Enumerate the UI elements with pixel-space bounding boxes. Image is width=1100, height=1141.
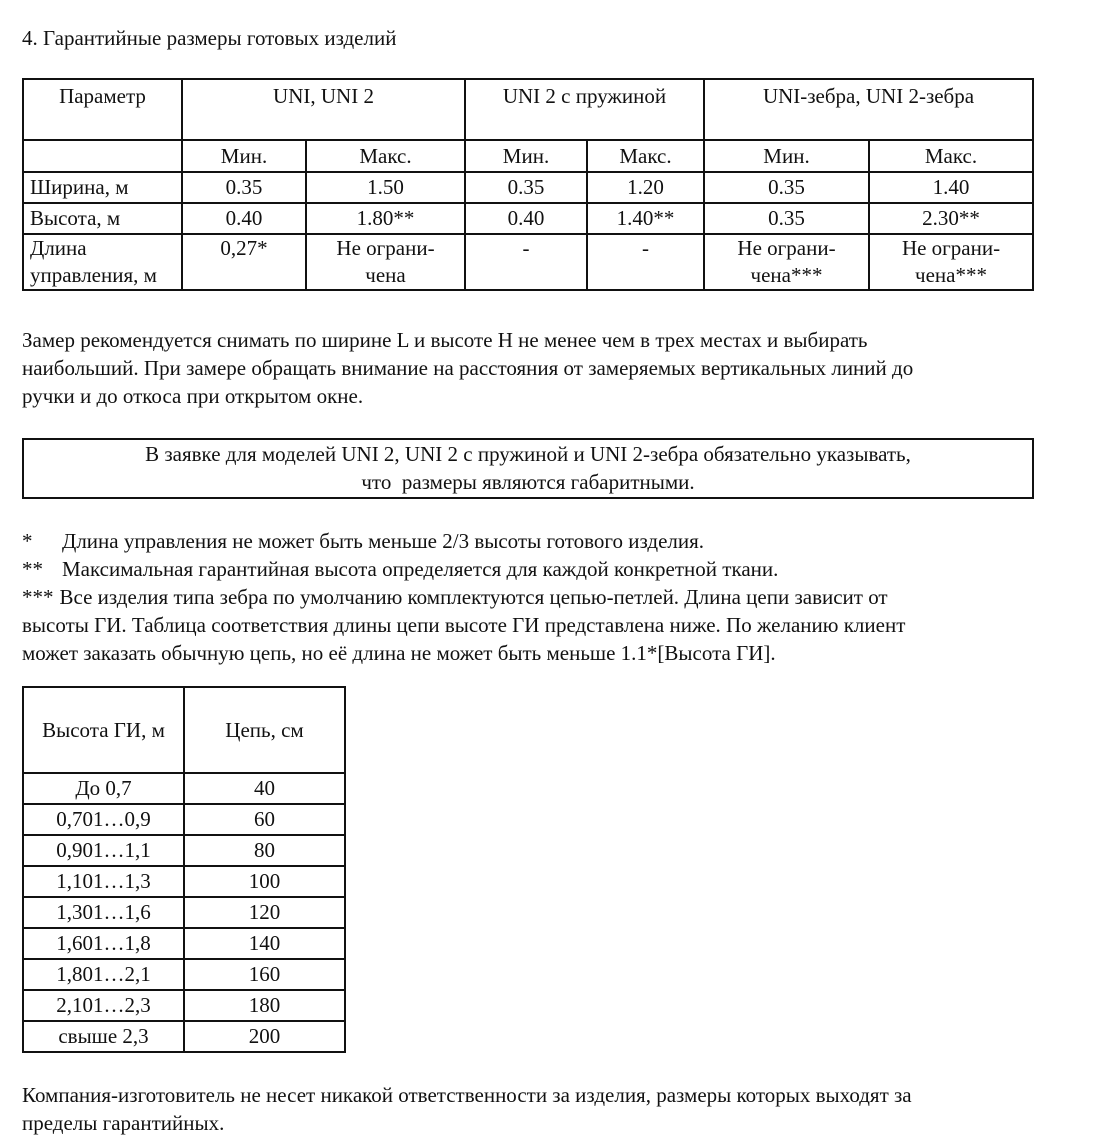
cell-line: Не ограни- <box>336 236 435 260</box>
footnote-continuation: может заказать обычную цепь, но её длина не может быть меньше 1.1*[Высота ГИ]. <box>22 641 776 665</box>
cell-line: - <box>522 236 530 260</box>
table-cell: 1.20 <box>587 172 704 203</box>
min-header: Мин. <box>704 140 869 172</box>
table-row <box>23 990 345 1021</box>
min-header: Мин. <box>182 140 306 172</box>
measure-paragraph <box>22 326 1034 410</box>
chain-cell: 160 <box>184 959 345 990</box>
notice-line: что размеры являются габаритными. <box>361 470 695 494</box>
table-row <box>23 835 345 866</box>
height-cell: 1,601…1,8 <box>23 928 184 959</box>
chain-cell: 40 <box>184 773 345 804</box>
cell-line: чена <box>365 263 406 287</box>
footnote-text: Длина управления не может быть меньше 2/3 высоты готового изделия. <box>62 529 705 553</box>
max-header: Макс. <box>869 140 1033 172</box>
footnotes <box>22 527 1034 667</box>
paragraph-line: пределы гарантийных. <box>22 1111 225 1135</box>
row-label <box>23 234 182 290</box>
height-cell: 0,701…0,9 <box>23 804 184 835</box>
table-row <box>23 1021 345 1052</box>
table-row <box>23 866 345 897</box>
footnote-mark: ** <box>22 557 43 581</box>
table-cell: 1.80** <box>306 203 465 234</box>
max-header: Макс. <box>587 140 704 172</box>
table-cell: 0.40 <box>182 203 306 234</box>
group-header-zebra: UNI-зебра, UNI 2-зебра <box>704 79 1033 140</box>
row-label: Ширина, м <box>23 172 182 203</box>
cell-line: чена*** <box>915 263 987 287</box>
height-cell: свыше 2,3 <box>23 1021 184 1052</box>
row-label-line: управления, м <box>30 263 157 287</box>
height-cell: До 0,7 <box>23 773 184 804</box>
paragraph-line: Замер рекомендуется снимать по ширине L и высоте H не менее чем в трех местах и выбирать <box>22 328 868 352</box>
height-cell: 0,901…1,1 <box>23 835 184 866</box>
footnote-text: Все изделия типа зебра по умолчанию комплектуются цепью-петлей. Длина цепи зависит от <box>59 585 888 609</box>
table-cell: 1.50 <box>306 172 465 203</box>
empty-cell <box>23 140 182 172</box>
table-row <box>23 203 1033 234</box>
section-title: 4. Гарантийные размеры готовых изделий <box>22 26 397 50</box>
height-cell: 1,801…2,1 <box>23 959 184 990</box>
table-header-row <box>23 687 345 773</box>
disclaimer-paragraph <box>22 1081 1034 1137</box>
row-label: Высота, м <box>23 203 182 234</box>
paragraph-line: наибольший. При замере обращать внимание на расстояния от замеряемых вертикальных линий до <box>22 356 914 380</box>
table-row <box>23 234 1033 290</box>
cell-line: чена*** <box>750 263 823 287</box>
footnote-mark: *** <box>22 585 54 609</box>
cell-line: 0,27* <box>220 236 268 260</box>
table-subheader-row <box>23 140 1033 172</box>
chain-cell: 120 <box>184 897 345 928</box>
footnote-continuation: высоты ГИ. Таблица соответствия длины цепи высоте ГИ представлена ниже. По желанию клиент <box>22 613 906 637</box>
table-row <box>23 928 345 959</box>
table-row <box>23 773 345 804</box>
table-cell: 1.40 <box>869 172 1033 203</box>
footnote-text: Максимальная гарантийная высота определяется для каждой конкретной ткани. <box>62 557 779 581</box>
table-row <box>23 804 345 835</box>
height-header: Высота ГИ, м <box>23 687 184 773</box>
table-row <box>23 897 345 928</box>
table-cell <box>465 234 587 290</box>
table-cell: 0.35 <box>465 172 587 203</box>
cell-line: - <box>642 236 649 260</box>
table-cell: 0.35 <box>182 172 306 203</box>
paragraph-line: Компания-изготовитель не несет никакой ответственности за изделия, размеры которых выходят за <box>22 1083 912 1107</box>
chain-cell: 100 <box>184 866 345 897</box>
table-cell: 1.40** <box>587 203 704 234</box>
footnote <box>22 583 1034 611</box>
height-cell: 1,301…1,6 <box>23 897 184 928</box>
chain-length-table <box>22 686 346 1053</box>
footnote <box>22 527 1034 555</box>
chain-header: Цепь, см <box>184 687 345 773</box>
table-cell <box>587 234 704 290</box>
notice-line: В заявке для моделей UNI 2, UNI 2 с пружиной и UNI 2-зебра обязательно указывать, <box>145 442 911 466</box>
chain-cell: 180 <box>184 990 345 1021</box>
group-header-uni2-spring: UNI 2 с пружиной <box>465 79 704 140</box>
table-cell: 0.35 <box>704 203 869 234</box>
table-cell: 0.40 <box>465 203 587 234</box>
table-cell <box>306 234 465 290</box>
chain-cell: 140 <box>184 928 345 959</box>
height-cell: 1,101…1,3 <box>23 866 184 897</box>
notice-box <box>22 438 1034 499</box>
max-header: Макс. <box>306 140 465 172</box>
cell-line: Не ограни- <box>737 236 836 260</box>
table-row <box>23 172 1033 203</box>
group-header-uni: UNI, UNI 2 <box>182 79 465 140</box>
cell-line: Не ограни- <box>901 236 1001 260</box>
table-cell: 0.35 <box>704 172 869 203</box>
chain-cell: 200 <box>184 1021 345 1052</box>
row-label-line: Длина <box>30 236 87 260</box>
table-cell <box>182 234 306 290</box>
param-header: Параметр <box>23 79 182 140</box>
chain-cell: 60 <box>184 804 345 835</box>
table-header-row <box>23 79 1033 140</box>
table-cell <box>704 234 869 290</box>
guaranteed-sizes-table <box>22 78 1034 291</box>
table-row <box>23 959 345 990</box>
height-cell: 2,101…2,3 <box>23 990 184 1021</box>
table-cell <box>869 234 1033 290</box>
footnote <box>22 555 1034 583</box>
min-header: Мин. <box>465 140 587 172</box>
chain-cell: 80 <box>184 835 345 866</box>
table-cell: 2.30** <box>869 203 1033 234</box>
footnote-mark: * <box>22 529 33 553</box>
paragraph-line: ручки и до откоса при открытом окне. <box>22 384 364 408</box>
